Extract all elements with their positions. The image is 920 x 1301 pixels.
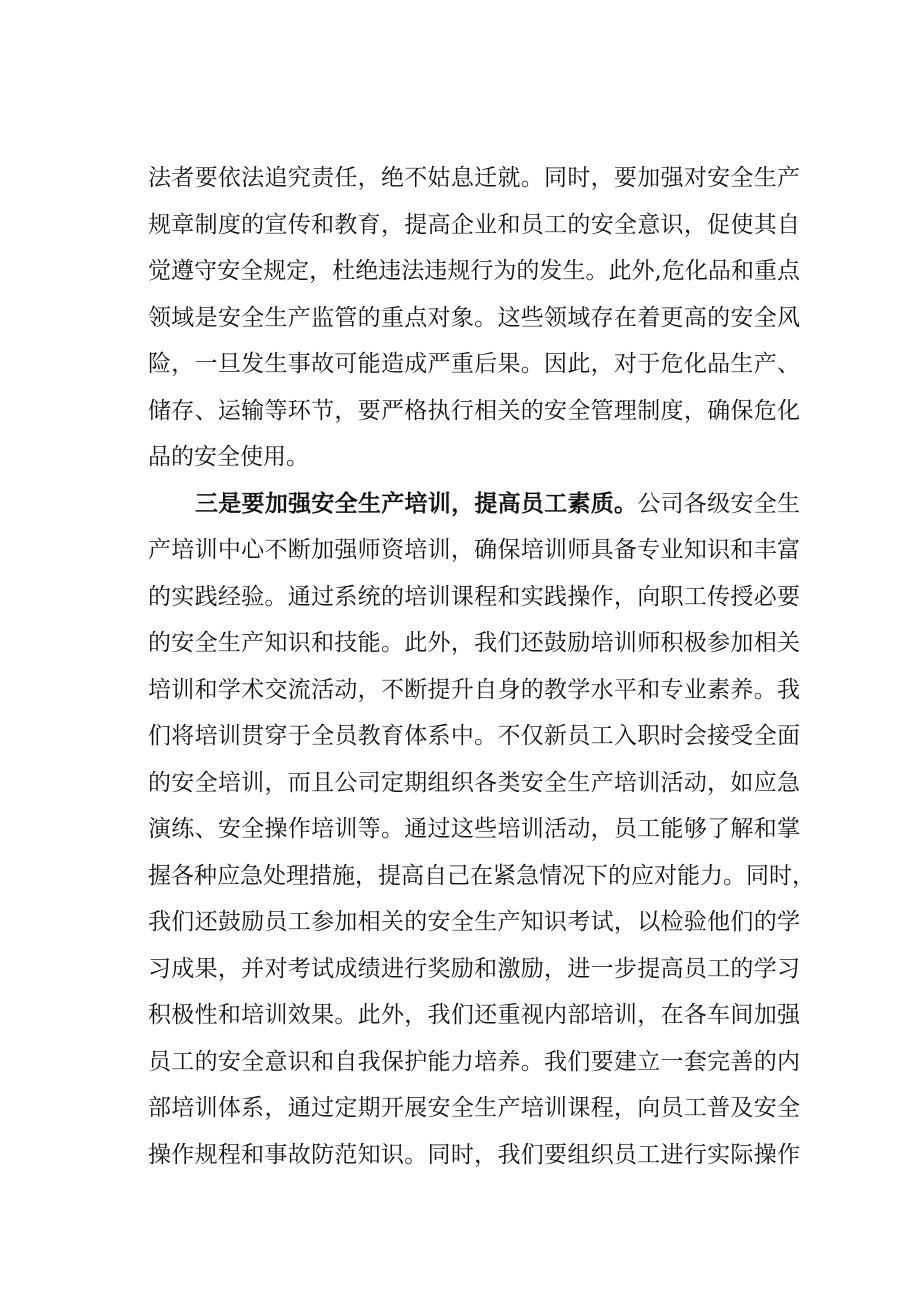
text-line: 操作规程和事故防范知识。同时，我们要组织员工进行实际操作 [148, 1141, 800, 1168]
text-line: 部培训体系，通过定期开展安全生产培训课程，向员工普及安全 [148, 1095, 800, 1121]
text-line: 员工的安全意识和自我保护能力培养。我们要建立一套完善的内 [148, 1048, 800, 1075]
text-line: 觉遵守安全规定，杜绝违法违规行为的发生。此外,危化品和重点 [148, 258, 800, 284]
text-line: 演练、安全操作培训等。通过这些培训活动，员工能够了解和掌 [148, 816, 800, 842]
heading-line-rest: 公司各级安全生 [637, 490, 801, 517]
text-line: 培训和学术交流活动，不断提升自身的教学水平和专业素养。我 [148, 676, 800, 703]
text-line: 法者要依法追究责任，绝不姑息迁就。同时，要加强对安全生产 [148, 165, 800, 191]
text-line: 产培训中心不断加强师资培训，确保培训师具备专业知识和丰富 [148, 537, 800, 563]
text-line: 握各种应急处理措施，提高自己在紧急情况下的应对能力。同时， [148, 862, 815, 889]
text-line: 的安全培训，而且公司定期组织各类安全生产培训活动，如应急 [148, 769, 800, 796]
paragraph-heading: 三是要加强安全生产培训，提高员工素质。 [195, 489, 638, 517]
text-line: 规章制度的宣传和教育，提高企业和员工的安全意识，促使其自 [148, 211, 800, 238]
text-line: 储存、运输等环节，要严格执行相关的安全管理制度，确保危化 [148, 397, 800, 424]
text-line: 我们还鼓励员工参加相关的安全生产知识考试，以检验他们的学 [148, 909, 800, 935]
text-line: 险，一旦发生事故可能造成严重后果。因此，对于危化品生产、 [148, 351, 800, 377]
text-line: 积极性和培训效果。此外，我们还重视内部培训，在各车间加强 [148, 1002, 800, 1028]
paragraph-2 [148, 481, 815, 1179]
text-line [148, 481, 800, 528]
paragraph-1 [148, 155, 800, 481]
text-line: 品的安全使用。 [148, 444, 309, 470]
text-line: 的安全生产知识和技能。此外，我们还鼓励培训师积极参加相关 [148, 630, 800, 656]
body-text [148, 155, 815, 1178]
text-line: 领域是安全生产监管的重点对象。这些领域存在着更高的安全风 [148, 304, 800, 331]
text-line: 的实践经验。通过系统的培训课程和实践操作，向职工传授必要 [148, 583, 800, 610]
text-line: 们将培训贯穿于全员教育体系中。不仅新员工入职时会接受全面 [148, 723, 800, 749]
text-line: 习成果，并对考试成绩进行奖励和激励，进一步提高员工的学习 [148, 955, 800, 982]
